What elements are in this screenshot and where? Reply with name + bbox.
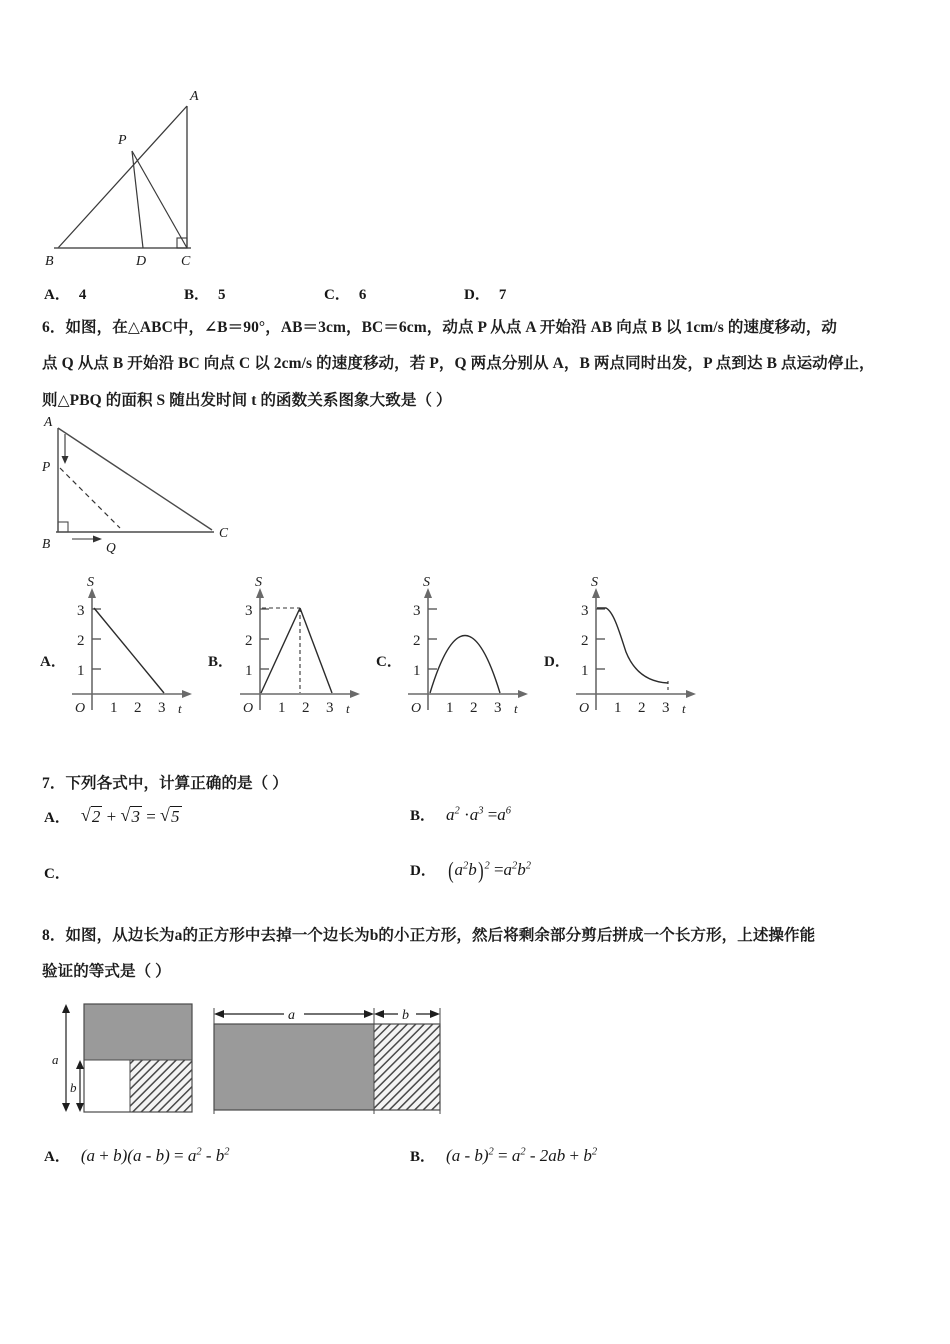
option-a[interactable]	[44, 283, 184, 304]
x-axis-label: t	[514, 701, 518, 716]
d-inner-exp: 2	[463, 860, 469, 872]
option-a-label: A．	[44, 287, 70, 303]
q7-option-d-formula: $(a^2b)^2 =a^2b^2$	[447, 858, 532, 883]
graph-option-b-label: B．	[208, 654, 234, 670]
x-tick-2: 2	[302, 700, 310, 716]
option-d-label: D．	[464, 287, 490, 303]
q7-option-c[interactable]	[44, 862, 81, 883]
q8-option-a[interactable]	[44, 1145, 230, 1166]
graph-option-c[interactable]	[376, 572, 541, 737]
label-B: B	[42, 536, 51, 551]
origin-label: O	[579, 701, 590, 716]
label-A: A	[190, 89, 199, 104]
label-D: D	[136, 254, 147, 268]
d-outer-exp: 2	[484, 860, 490, 872]
option-d[interactable]	[464, 283, 604, 304]
question-8-text	[42, 918, 920, 991]
b-base-1: a	[446, 805, 455, 824]
label-A: A	[44, 414, 53, 429]
q8-option-b[interactable]	[410, 1145, 597, 1166]
y-tick-1: 1	[77, 663, 85, 679]
graph-option-d-label: D．	[544, 654, 570, 670]
question-7-number: 7．	[42, 775, 66, 792]
question-6-line-1	[42, 310, 920, 346]
y-tick-3: 3	[245, 603, 253, 619]
b-exp-3: 6	[505, 805, 512, 817]
d-res-b-exp: 2	[525, 860, 532, 872]
x-tick-3: 3	[158, 700, 166, 716]
graph-option-a[interactable]	[40, 572, 205, 737]
question-8-line-1	[42, 918, 920, 954]
label-P: P	[118, 133, 127, 148]
x-tick-1: 1	[278, 700, 286, 716]
y-tick-2: 2	[413, 633, 421, 649]
q8-option-a-formula: $(a + b)(a - b) = a^2 - b^2$	[80, 1146, 230, 1165]
q8-option-b-formula: $(a - b)^2 = a^2 - 2ab + b^2$	[446, 1146, 598, 1165]
graph-b-svg	[232, 572, 372, 732]
y-tick-2: 2	[581, 633, 589, 649]
radicand-2: 3	[131, 807, 140, 826]
graph-option-b[interactable]	[208, 572, 373, 737]
question-7-text	[42, 766, 920, 802]
label-C: C	[181, 254, 191, 268]
option-c-label: C．	[324, 287, 350, 303]
figure-triangle-abc-p-d	[44, 78, 304, 268]
y-tick-3: 3	[581, 603, 589, 619]
x-axis-label: t	[346, 701, 350, 716]
option-b[interactable]	[184, 283, 324, 304]
x-tick-2: 2	[638, 700, 646, 716]
d-inner-base: a	[454, 860, 464, 879]
b-exp-1: 2	[454, 805, 460, 817]
question-6-line-3: 则△PBQ 的面积 S 随出发时间 t 的函数关系图象大致是（ ）	[42, 391, 452, 409]
q7-option-c-label: C．	[44, 866, 70, 882]
y-axis-label: S	[423, 575, 430, 590]
question-6-option-graphs	[40, 572, 740, 737]
question-7-stem: 下列各式中，计算正确的是（ ）	[65, 775, 288, 792]
figure-5-svg	[44, 78, 304, 268]
x-axis-label: t	[682, 701, 686, 716]
radicand-3: 5	[171, 807, 180, 826]
y-axis-label: S	[87, 575, 94, 590]
graph-option-a-label: A．	[40, 654, 66, 670]
graph-a-svg	[64, 572, 204, 732]
option-b-label: B．	[184, 287, 210, 303]
question-8-line-2: 验证的等式是（ ）	[42, 963, 171, 981]
origin-label: O	[411, 701, 422, 716]
x-tick-1: 1	[110, 700, 118, 716]
label-P: P	[42, 459, 51, 474]
y-tick-1: 1	[413, 663, 421, 679]
q8-option-b-label: B．	[410, 1149, 436, 1165]
graph-option-c-label: C．	[376, 654, 402, 670]
q7-option-b[interactable]	[410, 804, 511, 825]
q7-option-a-formula: √ 2 + √ 3 = √ 5	[81, 806, 182, 827]
d-res-b: b	[517, 860, 526, 879]
d-res-a-exp: 2	[512, 860, 518, 872]
option-a-value: 4	[78, 287, 87, 303]
b-exp-2: 3	[478, 805, 484, 817]
y-tick-3: 3	[413, 603, 421, 619]
question-6-line-2: 点 Q 从点 B 开始沿 BC 向点 C 以 2cm/s 的速度移动，若 P，Q 两点分别从 A，B 两点同时出发，P 点到达 B 点运动停止，	[42, 355, 875, 373]
figure-right-triangle-pq	[34, 414, 264, 554]
radicand-1: 2	[91, 807, 101, 826]
q8-option-a-label: A．	[44, 1149, 70, 1165]
q7-option-b-label: B．	[410, 808, 436, 824]
dimension-label-a-right: a	[288, 1008, 295, 1023]
x-tick-2: 2	[134, 700, 142, 716]
question-7-line-1	[42, 766, 920, 802]
option-d-value: 7	[498, 287, 507, 303]
y-tick-3: 3	[77, 603, 85, 619]
y-tick-1: 1	[245, 663, 253, 679]
x-tick-1: 1	[614, 700, 622, 716]
q7-option-d[interactable]	[410, 858, 531, 884]
x-tick-1: 1	[446, 700, 454, 716]
y-axis-label: S	[591, 575, 598, 590]
question-6-text	[42, 310, 920, 419]
option-c-value: 6	[358, 287, 367, 303]
dimension-label-a-left: a	[52, 1052, 59, 1067]
label-C: C	[219, 525, 229, 540]
option-c[interactable]	[324, 283, 464, 304]
dimension-label-b-left: b	[70, 1080, 77, 1095]
q7-option-b-formula: $a^2 \cdot a^3 =a^6$	[446, 805, 512, 824]
graph-option-d[interactable]	[544, 572, 709, 737]
q7-option-a[interactable]	[44, 806, 182, 827]
d-inner-b: b	[468, 860, 477, 879]
origin-label: O	[75, 701, 86, 716]
x-tick-3: 3	[326, 700, 334, 716]
label-Q: Q	[106, 540, 116, 554]
origin-label: O	[243, 701, 254, 716]
graph-d-svg	[568, 572, 708, 732]
y-tick-1: 1	[581, 663, 589, 679]
y-tick-2: 2	[245, 633, 253, 649]
figure-8-svg	[44, 996, 464, 1126]
q7-option-d-label: D．	[410, 863, 436, 879]
y-axis-label: S	[255, 575, 262, 590]
question-8-body-1: 如图，从边长为a的正方形中去掉一个边长为b的小正方形，然后将剩余部分剪后拼成一个长方形，上述操作能	[65, 927, 816, 944]
x-axis-label: t	[178, 701, 182, 716]
y-tick-2: 2	[77, 633, 85, 649]
b-base-3: a	[497, 805, 506, 824]
figure-square-to-rectangle	[44, 996, 464, 1126]
question-6-body-1: 如图，在△ABC中，∠B＝90°，AB＝3cm，BC＝6cm，动点 P 从点 A 开始沿 AB 向点 B 以 1cm/s 的速度移动，动	[65, 319, 838, 336]
x-tick-3: 3	[494, 700, 502, 716]
d-res-a: a	[503, 860, 513, 879]
question-6-number: 6．	[42, 319, 66, 336]
x-tick-3: 3	[662, 700, 670, 716]
dimension-label-b-right: b	[402, 1008, 409, 1023]
q7-option-a-label: A．	[44, 810, 70, 826]
b-base-2: a	[469, 805, 479, 824]
label-B: B	[45, 254, 54, 268]
question-8-number: 8．	[42, 927, 66, 944]
option-b-value: 5	[218, 287, 226, 303]
question5-options	[44, 283, 604, 304]
x-tick-2: 2	[470, 700, 478, 716]
graph-c-svg	[400, 572, 540, 732]
figure-6-svg	[34, 414, 264, 554]
